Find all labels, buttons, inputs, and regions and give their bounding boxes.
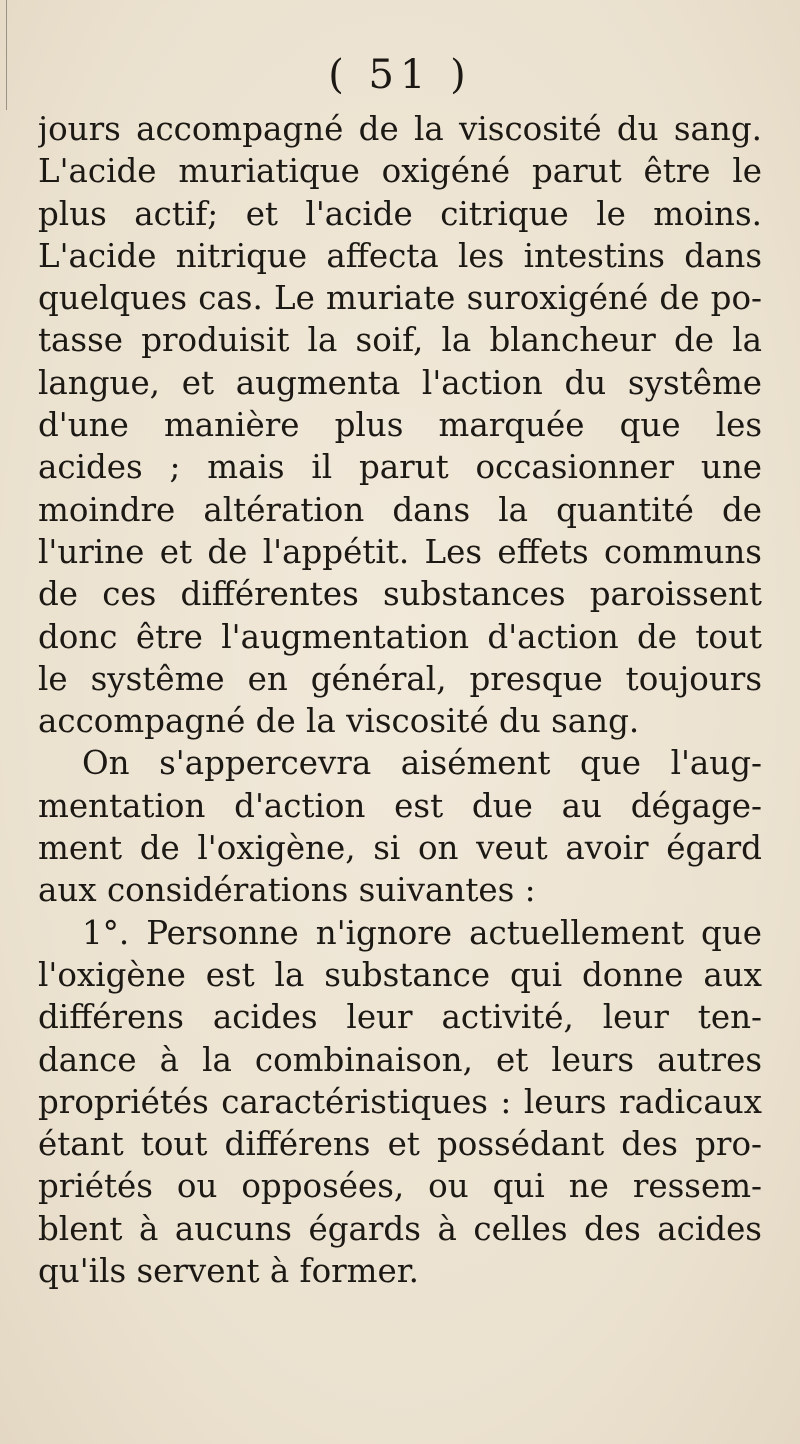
page-number: ( 51 ) bbox=[328, 52, 472, 98]
text-line: L'acide nitrique affecta les intestins dans bbox=[38, 236, 762, 275]
text-line: d'une manière plus marquée que les bbox=[38, 406, 762, 445]
text-line: priétés ou opposées, ou qui ne ressem- bbox=[38, 1167, 762, 1206]
text-line: qu'ils servent à former. bbox=[38, 1252, 420, 1291]
text-line: étant tout différens et possédant des pro- bbox=[38, 1125, 762, 1164]
text-line: mentation d'action est due au dégage- bbox=[38, 786, 762, 825]
text-line: tasse produisit la soif, la blancheur de la bbox=[38, 321, 762, 360]
text-line: donc être l'augmentation d'action de tout bbox=[38, 617, 762, 656]
text-line: l'urine et de l'appétit. Les effets communs bbox=[38, 532, 762, 571]
text-line: L'acide muriatique oxigéné parut être le bbox=[38, 152, 762, 191]
text-line: 1°. Personne n'ignore actuellement que bbox=[82, 913, 762, 952]
text-line: différens acides leur activité, leur ten- bbox=[38, 998, 762, 1037]
text-line: langue, et augmenta l'action du systême bbox=[38, 363, 762, 402]
text-line: aux considérations suivantes : bbox=[38, 871, 536, 910]
body-text bbox=[38, 108, 762, 1292]
text-line: accompagné de la viscosité du sang. bbox=[38, 702, 640, 741]
text-line: ment de l'oxigène, si on veut avoir égard bbox=[38, 829, 762, 868]
text-line: moindre altération dans la quantité de bbox=[38, 490, 762, 529]
text-line: jours accompagné de la viscosité du sang. bbox=[38, 110, 762, 148]
text-line: On s'appercevra aisément que l'aug- bbox=[82, 744, 762, 783]
text-line: de ces différentes substances paroissent bbox=[38, 575, 762, 614]
text-line: propriétés caractéristiques : leurs radicaux bbox=[38, 1082, 762, 1121]
text-line: l'oxigène est la substance qui donne aux bbox=[38, 955, 762, 994]
text-line: blent à aucuns égards à celles des acides bbox=[38, 1209, 762, 1248]
text-line: quelques cas. Le muriate suroxigéné de po- bbox=[38, 279, 762, 318]
text-line: plus actif; et l'acide citrique le moins. bbox=[38, 194, 762, 233]
text-line: acides ; mais il parut occasionner une bbox=[38, 448, 762, 487]
text-line: dance à la combinaison, et leurs autres bbox=[38, 1040, 762, 1079]
text-line: le systême en général, presque toujours bbox=[38, 659, 762, 698]
